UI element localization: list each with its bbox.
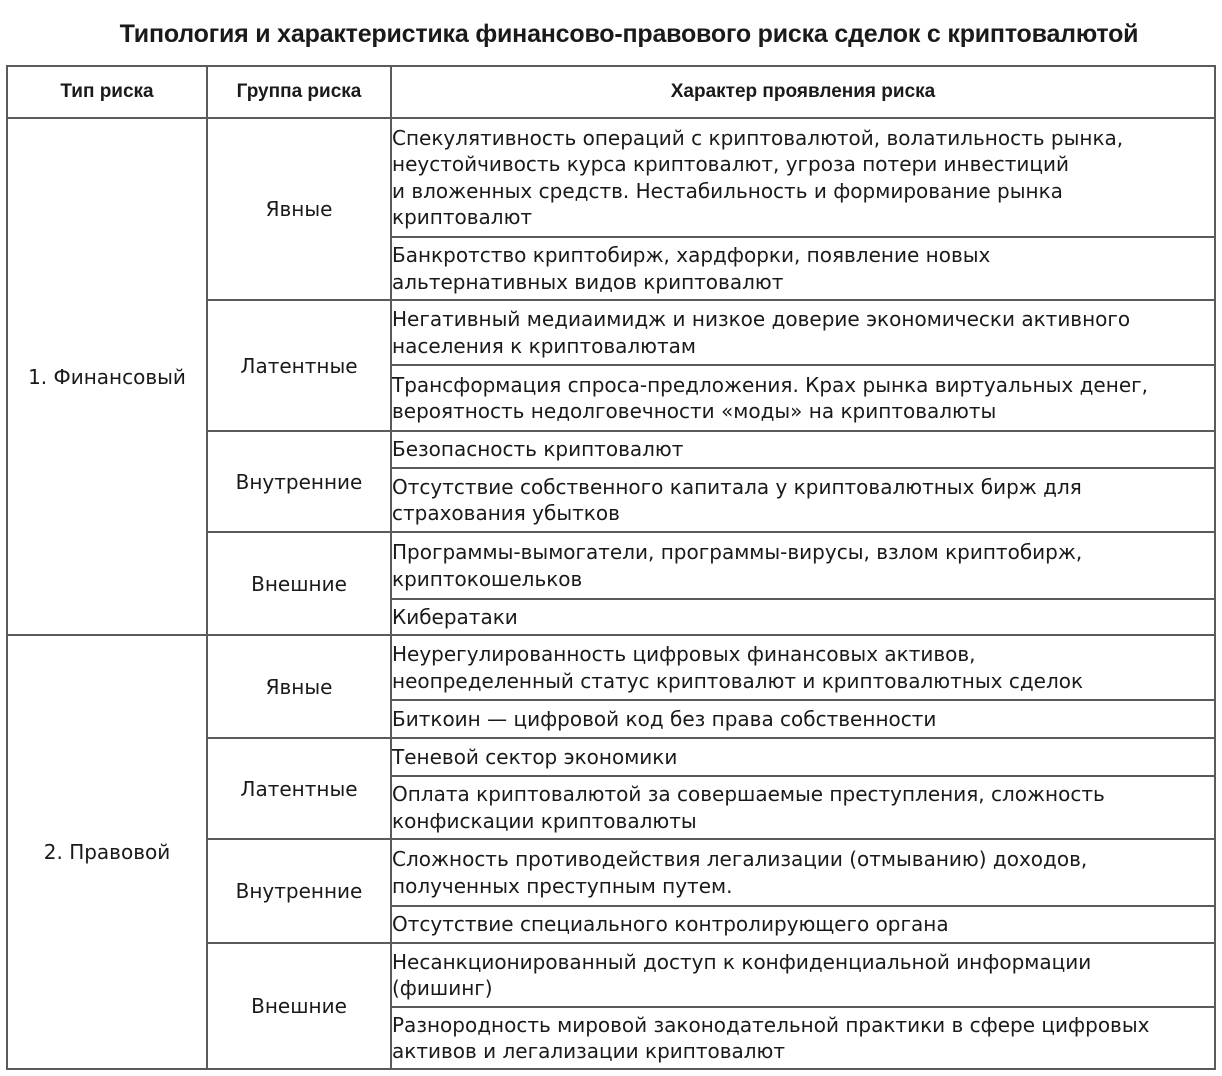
risk-description-cell: Кибератаки — [391, 599, 1215, 635]
risk-description-cell: Трансформация спроса-предложения. Крах рынка виртуальных денег, вероятность недолговечности «моды» на криптовалюты — [391, 365, 1215, 431]
risk-description-cell: Безопасность криптовалют — [391, 431, 1215, 468]
risk-description-cell: Неурегулированность цифровых финансовых активов, неопределенный статус криптовалют и криптовалютных сделок — [391, 635, 1215, 700]
table-row — [7, 118, 1215, 237]
risk-group-cell: Латентные — [207, 738, 391, 839]
risk-description-cell: Банкротство криптобирж, хардфорки, появление новых альтернативных видов криптовалют — [391, 237, 1215, 300]
risk-type-cell: 2. Правовой — [7, 635, 207, 1069]
risk-description-cell: Отсутствие собственного капитала у криптовалютных бирж для страхования убытков — [391, 468, 1215, 532]
risk-description-cell: Теневой сектор экономики — [391, 738, 1215, 776]
risk-group-cell: Внешние — [207, 943, 391, 1069]
risk-typology-table — [6, 65, 1216, 1070]
header-risk-group: Группа риска — [207, 66, 391, 118]
risk-description-cell: Спекулятивность операций с криптовалютой, волатильность рынка, неустойчивость курса криптовалют, угроза потери инвестиций и вложенных средств. Нестабильность и формирование рынка криптовалют — [391, 118, 1215, 237]
risk-group-cell: Внутренние — [207, 839, 391, 943]
header-risk-description: Характер проявления риска — [391, 66, 1215, 118]
risk-description-cell: Программы-вымогатели, программы-вирусы, взлом криптобирж, криптокошельков — [391, 532, 1215, 599]
risk-group-cell: Внутренние — [207, 431, 391, 532]
header-row — [7, 66, 1215, 118]
risk-group-cell: Явные — [207, 118, 391, 300]
risk-description-cell: Биткоин — цифровой код без права собственности — [391, 700, 1215, 738]
risk-description-cell: Оплата криптовалютой за совершаемые преступления, сложность конфискации криптовалюты — [391, 776, 1215, 839]
risk-description-cell: Разнородность мировой законодательной практики в сфере цифровых активов и легализации криптовалют — [391, 1007, 1215, 1069]
risk-description-cell: Отсутствие специального контролирующего органа — [391, 906, 1215, 943]
risk-description-cell: Несанкционированный доступ к конфиденциальной информации (фишинг) — [391, 943, 1215, 1007]
risk-group-cell: Внешние — [207, 532, 391, 635]
table-title: Типология и характеристика финансово-правового риска сделок с криптовалютой — [119, 20, 1139, 48]
risk-description-cell: Сложность противодействия легализации (отмыванию) доходов, полученных преступным путем. — [391, 839, 1215, 906]
table-row — [7, 635, 1215, 700]
risk-type-cell: 1. Финансовый — [7, 118, 207, 635]
header-risk-type: Тип риска — [7, 66, 207, 118]
risk-group-cell: Явные — [207, 635, 391, 738]
risk-group-cell: Латентные — [207, 300, 391, 431]
risk-description-cell: Негативный медиаимидж и низкое доверие экономически активного населения к криптовалютам — [391, 300, 1215, 365]
